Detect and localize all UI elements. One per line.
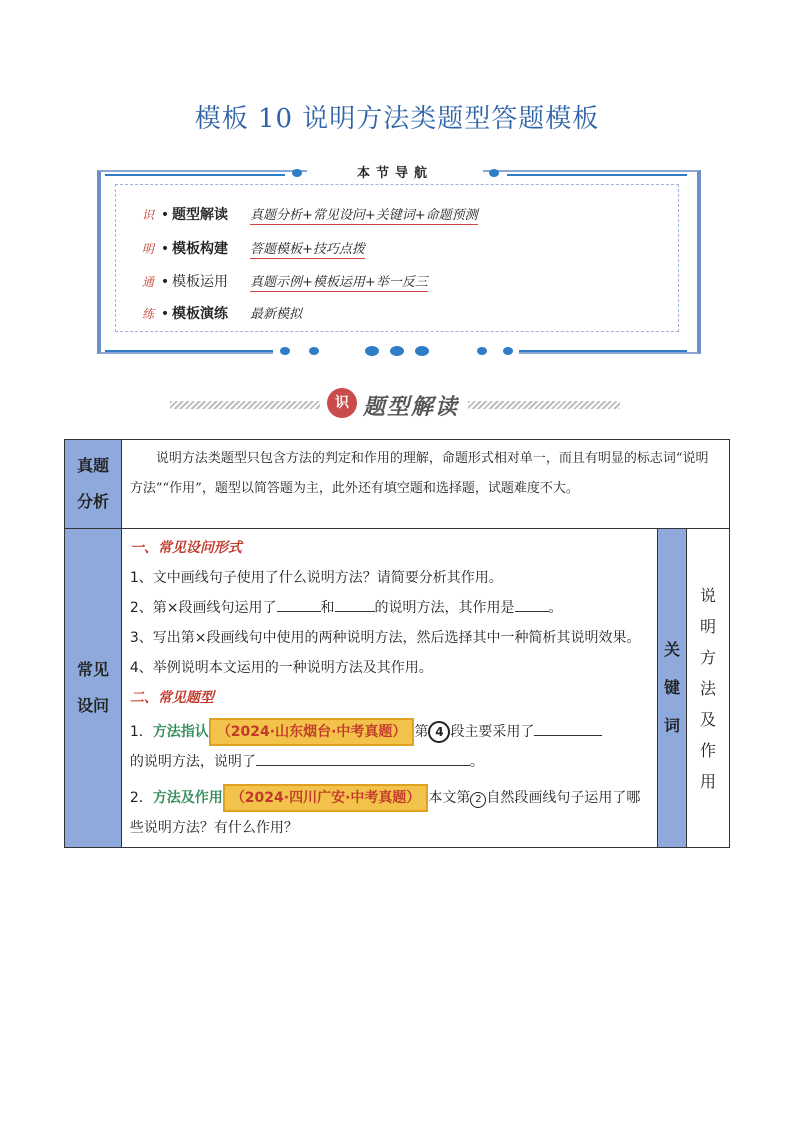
question-item-1: 1、文中画线句子使用了什么说明方法？请简要分析其作用。 — [129, 570, 503, 586]
question-type-2: 2．方法及作用 （2024·四川广安·中考真题） 本文第 2 自然段画线句子运用了哪些说明方法？有什么作用？ — [130, 783, 649, 843]
section-title: 题型解读 — [363, 394, 460, 420]
nav-row-label: 模板演练 — [172, 306, 228, 322]
keywords-header: 关 键 词 — [658, 529, 687, 848]
answer-blank[interactable] — [335, 595, 375, 612]
ornament-dot — [292, 169, 302, 177]
nav-row-desc: 最新模拟 — [250, 307, 303, 322]
analysis-text: 说明方法类题型只包含方法的判定和作用的理解，命题形式相对单一，而且有明显的标志词“说明方法”“作用”，题型以简答题为主，此外还有填空题和选择题，试题难度不大。 — [121, 440, 729, 529]
page-title: 模板 10 说明方法类题型答题模板 — [194, 104, 600, 134]
question-item-2: 2、第×段画线句运用了 和 的说明方法，其作用是 。 — [130, 593, 649, 623]
nav-row-desc: 真题示例+模板运用+举一反三 — [250, 275, 428, 290]
nav-row-desc: 答题模板+技巧点拨 — [250, 242, 365, 257]
ornament-dot — [477, 347, 487, 355]
nav-row-icon: 明 — [142, 242, 155, 256]
ornament-line — [507, 174, 687, 176]
type-label: 方法指认 — [152, 724, 209, 740]
nav-heading: 本节导航 — [356, 166, 433, 181]
ornament-dot — [309, 347, 319, 355]
nav-row-label: 模板运用 — [172, 274, 228, 290]
nav-row-icon: 通 — [142, 275, 155, 289]
ornament-dot — [415, 346, 429, 356]
answer-blank[interactable] — [515, 595, 549, 612]
answer-blank[interactable] — [277, 595, 321, 612]
ornament-line — [517, 350, 687, 352]
nav-heading-band — [307, 160, 483, 182]
ornament-dot — [280, 347, 290, 355]
nav-row-label: 题型解读 — [172, 207, 228, 223]
nav-row-4[interactable]: 练 • 模板演练 最新模拟 — [142, 306, 303, 322]
subheading-common-types: 二、常见题型 — [129, 690, 214, 706]
row-header-analysis: 真题 分析 — [65, 440, 122, 529]
analysis-table — [64, 439, 730, 848]
answer-blank[interactable] — [256, 749, 470, 766]
nav-row-label: 模板构建 — [172, 241, 228, 257]
section-navigation-box — [97, 160, 697, 356]
table-row — [65, 440, 730, 529]
question-item-4: 4、举例说明本文运用的一种说明方法及其作用。 — [129, 660, 433, 676]
nav-row-icon: 识 — [142, 208, 155, 222]
stripe-decoration — [170, 401, 320, 409]
ornament-dot — [489, 169, 499, 177]
source-tag: （2024·四川广安·中考真题） — [223, 784, 429, 812]
stripe-decoration — [468, 401, 620, 409]
question-type-1-continued: 的说明方法，说明了 。 — [130, 747, 649, 777]
row-header-questions: 常见 设问 — [65, 529, 122, 848]
type-label: 方法及作用 — [152, 790, 223, 806]
nav-row-1[interactable]: 识 • 题型解读 真题分析+常见设问+关键词+命题预测 — [142, 207, 478, 223]
nav-row-desc: 真题分析+常见设问+关键词+命题预测 — [250, 208, 478, 223]
section-badge-icon: 识 — [327, 388, 357, 418]
paragraph-number-icon: 4 — [428, 721, 450, 743]
subheading-question-forms: 一、常见设问形式 — [129, 540, 242, 556]
answer-blank[interactable] — [534, 719, 602, 736]
nav-row-3[interactable]: 通 • 模板运用 真题示例+模板运用+举一反三 — [142, 274, 428, 290]
ornament-dot — [390, 346, 404, 356]
nav-row-2[interactable]: 明 • 模板构建 答题模板+技巧点拨 — [142, 241, 365, 257]
section-header — [170, 386, 620, 422]
keywords-value: 说 明 方 法 及 作 用 — [687, 529, 730, 848]
source-tag: （2024·山东烟台·中考真题） — [209, 718, 415, 746]
question-forms-cell — [121, 529, 657, 848]
ornament-line — [105, 174, 285, 176]
table-row — [65, 529, 730, 848]
nav-inner-dashed-box — [115, 184, 679, 332]
ornament-dot — [503, 347, 513, 355]
question-type-1: 1．方法指认 （2024·山东烟台·中考真题） 第 4 段主要采用了 — [130, 717, 649, 747]
nav-frame — [97, 170, 701, 354]
nav-row-icon: 练 — [142, 307, 155, 321]
ornament-line — [105, 350, 275, 352]
question-item-3: 3、写出第×段画线句中使用的两种说明方法，然后选择其中一种简析其说明效果。 — [129, 630, 641, 646]
ornament-dot — [365, 346, 379, 356]
paragraph-number-icon: 2 — [470, 792, 486, 808]
